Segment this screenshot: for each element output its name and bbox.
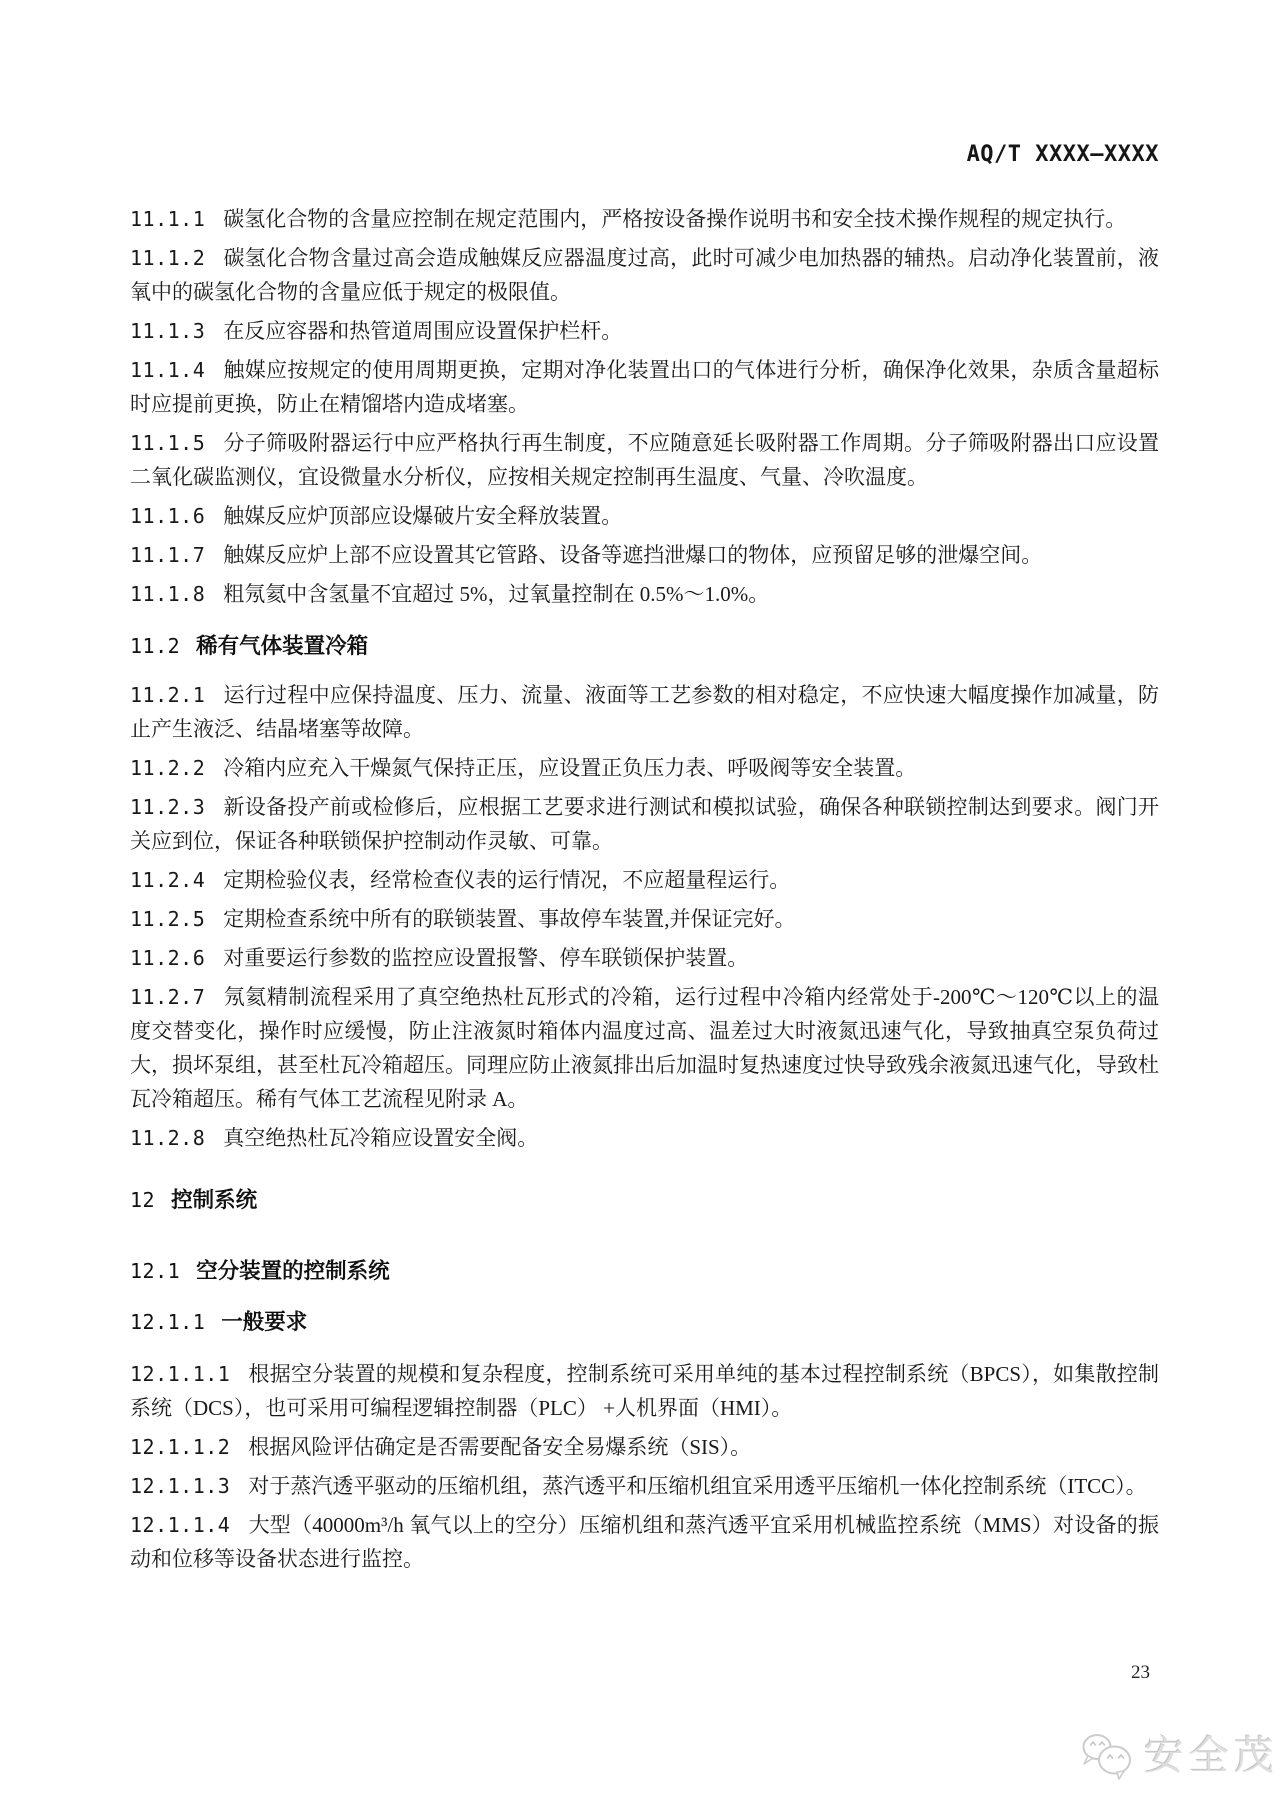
clause-text: 触媒反应炉上部不应设置其它管路、设备等遮挡泄爆口的物体，应预留足够的泄爆空间。 bbox=[223, 543, 1043, 567]
subsection-heading-12-1-1 bbox=[130, 1305, 1159, 1340]
clause-number: 11.1.2 bbox=[130, 246, 206, 270]
heading-text: 稀有气体装置冷箱 bbox=[196, 634, 369, 659]
clause-text: 运行过程中应保持温度、压力、流量、液面等工艺参数的相对稳定，不应快速大幅度操作加减量，防止产生液泛、结晶堵塞等故障。 bbox=[130, 683, 1159, 741]
chapter-heading-12 bbox=[130, 1183, 1159, 1218]
clause-number: 11.2.7 bbox=[130, 985, 206, 1009]
clause-11-2-6 bbox=[130, 941, 1159, 975]
clause-number: 11.1.8 bbox=[130, 582, 206, 606]
clause-number: 11.2.8 bbox=[130, 1126, 206, 1150]
clause-11-1-4 bbox=[130, 353, 1159, 421]
clause-number: 12.1.1.3 bbox=[130, 1474, 231, 1498]
clause-text: 粗氖氦中含氢量不宜超过 5%，过氧量控制在 0.5%～1.0%。 bbox=[223, 582, 770, 606]
section-heading-12-1 bbox=[130, 1254, 1159, 1289]
clause-11-1-6 bbox=[130, 499, 1159, 533]
clause-text: 真空绝热杜瓦冷箱应设置安全阀。 bbox=[223, 1126, 539, 1150]
watermark bbox=[1080, 1732, 1279, 1780]
clause-number: 12.1.1.4 bbox=[130, 1513, 231, 1537]
clause-number: 11.2.6 bbox=[130, 946, 206, 970]
clause-11-1-2 bbox=[130, 241, 1159, 309]
clause-text: 分子筛吸附器运行中应严格执行再生制度，不应随意延长吸附器工作周期。分子筛吸附器出口应设置二氧化碳监测仪，宜设微量水分析仪，应按相关规定控制再生温度、气量、冷吹温度。 bbox=[130, 431, 1159, 489]
clause-number: 11.1.7 bbox=[130, 543, 206, 567]
clause-12-1-1-2 bbox=[130, 1430, 1159, 1464]
heading-number: 12.1 bbox=[130, 1259, 181, 1283]
heading-number: 12 bbox=[130, 1188, 156, 1212]
clause-number: 11.1.3 bbox=[130, 319, 206, 343]
clause-number: 11.1.6 bbox=[130, 504, 206, 528]
clause-text: 定期检查系统中所有的联锁装置、事故停车装置,并保证完好。 bbox=[223, 907, 796, 931]
clause-number: 11.2.1 bbox=[130, 683, 206, 707]
clause-12-1-1-3 bbox=[130, 1469, 1159, 1503]
clause-number: 11.2.5 bbox=[130, 907, 206, 931]
clause-text: 在反应容器和热管道周围应设置保护栏杆。 bbox=[223, 319, 623, 343]
heading-number: 12.1.1 bbox=[130, 1310, 206, 1334]
clause-blocks bbox=[130, 202, 1159, 1576]
clause-11-1-8 bbox=[130, 577, 1159, 611]
clause-text: 触媒反应炉顶部应设爆破片安全释放装置。 bbox=[223, 504, 623, 528]
clause-12-1-1-4 bbox=[130, 1508, 1159, 1576]
clause-text: 对重要运行参数的监控应设置报警、停车联锁保护装置。 bbox=[223, 946, 749, 970]
clause-text: 新设备投产前或检修后，应根据工艺要求进行测试和模拟试验，确保各种联锁控制达到要求。阀门开关应到位，保证各种联锁保护控制动作灵敏、可靠。 bbox=[130, 795, 1159, 853]
heading-text: 空分装置的控制系统 bbox=[196, 1259, 390, 1284]
clause-number: 11.2.4 bbox=[130, 868, 206, 892]
clause-number: 11.1.5 bbox=[130, 431, 206, 455]
clause-number: 12.1.1.2 bbox=[130, 1435, 231, 1459]
clause-11-2-5 bbox=[130, 902, 1159, 936]
page-content bbox=[130, 142, 1159, 1576]
clause-text: 冷箱内应充入干燥氮气保持正压，应设置正负压力表、呼吸阀等安全装置。 bbox=[223, 756, 917, 780]
wechat-bubbles-icon bbox=[1080, 1732, 1134, 1780]
watermark-label: 安全茂 bbox=[1144, 1733, 1279, 1779]
clause-text: 氖氦精制流程采用了真空绝热杜瓦形式的冷箱，运行过程中冷箱内经常处于-200℃～120℃以上的温度交替变化，操作时应缓慢，防止注液氮时箱体内温度过高、温差过大时液氮迅速气化，导致抽真空泵负荷过大，损坏泵组，甚至杜瓦冷箱超压。同理应防止液氮排出后加温时复热速度过快导致残余液氮迅速气化，导致杜瓦冷箱超压。稀有气体工艺流程见附录 A。 bbox=[130, 985, 1159, 1111]
clause-text: 触媒应按规定的使用周期更换，定期对净化装置出口的气体进行分析，确保净化效果，杂质含量超标时应提前更换，防止在精馏塔内造成堵塞。 bbox=[130, 358, 1159, 416]
heading-text: 控制系统 bbox=[171, 1188, 258, 1213]
clause-text: 对于蒸汽透平驱动的压缩机组，蒸汽透平和压缩机组宜采用透平压缩机一体化控制系统（ITCC）。 bbox=[248, 1474, 1147, 1498]
clause-number: 11.2.3 bbox=[130, 795, 206, 819]
clause-11-2-7 bbox=[130, 980, 1159, 1116]
clause-number: 11.1.1 bbox=[130, 207, 206, 231]
page-number: 23 bbox=[1131, 1662, 1150, 1683]
section-heading-11-2 bbox=[130, 629, 1159, 664]
clause-11-1-3 bbox=[130, 314, 1159, 348]
clause-11-1-5 bbox=[130, 426, 1159, 494]
heading-number: 11.2 bbox=[130, 634, 181, 658]
clause-11-1-1 bbox=[130, 202, 1159, 236]
clause-11-2-4 bbox=[130, 863, 1159, 897]
clause-12-1-1-1 bbox=[130, 1357, 1159, 1425]
clause-11-2-3 bbox=[130, 790, 1159, 858]
clause-text: 根据风险评估确定是否需要配备安全易爆系统（SIS）。 bbox=[248, 1435, 752, 1459]
standard-code-header: AQ/T XXXX—XXXX bbox=[966, 142, 1159, 167]
clause-number: 11.1.4 bbox=[130, 358, 206, 382]
heading-text: 一般要求 bbox=[221, 1310, 308, 1335]
clause-number: 11.2.2 bbox=[130, 756, 206, 780]
clause-11-2-2 bbox=[130, 751, 1159, 785]
clause-text: 碳氢化合物含量过高会造成触媒反应器温度过高，此时可减少电加热器的辅热。启动净化装置前，液氧中的碳氢化合物的含量应低于规定的极限值。 bbox=[130, 246, 1159, 304]
clause-text: 定期检验仪表，经常检查仪表的运行情况，不应超量程运行。 bbox=[223, 868, 791, 892]
clause-11-1-7 bbox=[130, 538, 1159, 572]
clause-11-2-1 bbox=[130, 678, 1159, 746]
clause-11-2-8 bbox=[130, 1121, 1159, 1155]
clause-text: 碳氢化合物的含量应控制在规定范围内，严格按设备操作说明书和安全技术操作规程的规定执行。 bbox=[223, 207, 1127, 231]
clause-text: 大型（40000m³/h 氧气以上的空分）压缩机组和蒸汽透平宜采用机械监控系统（MMS）对设备的振动和位移等设备状态进行监控。 bbox=[130, 1513, 1159, 1571]
clause-number: 12.1.1.1 bbox=[130, 1362, 231, 1386]
clause-text: 根据空分装置的规模和复杂程度，控制系统可采用单纯的基本过程控制系统（BPCS），如集散控制系统（DCS），也可采用可编程逻辑控制器（PLC） +人机界面（HMI）。 bbox=[130, 1362, 1159, 1420]
